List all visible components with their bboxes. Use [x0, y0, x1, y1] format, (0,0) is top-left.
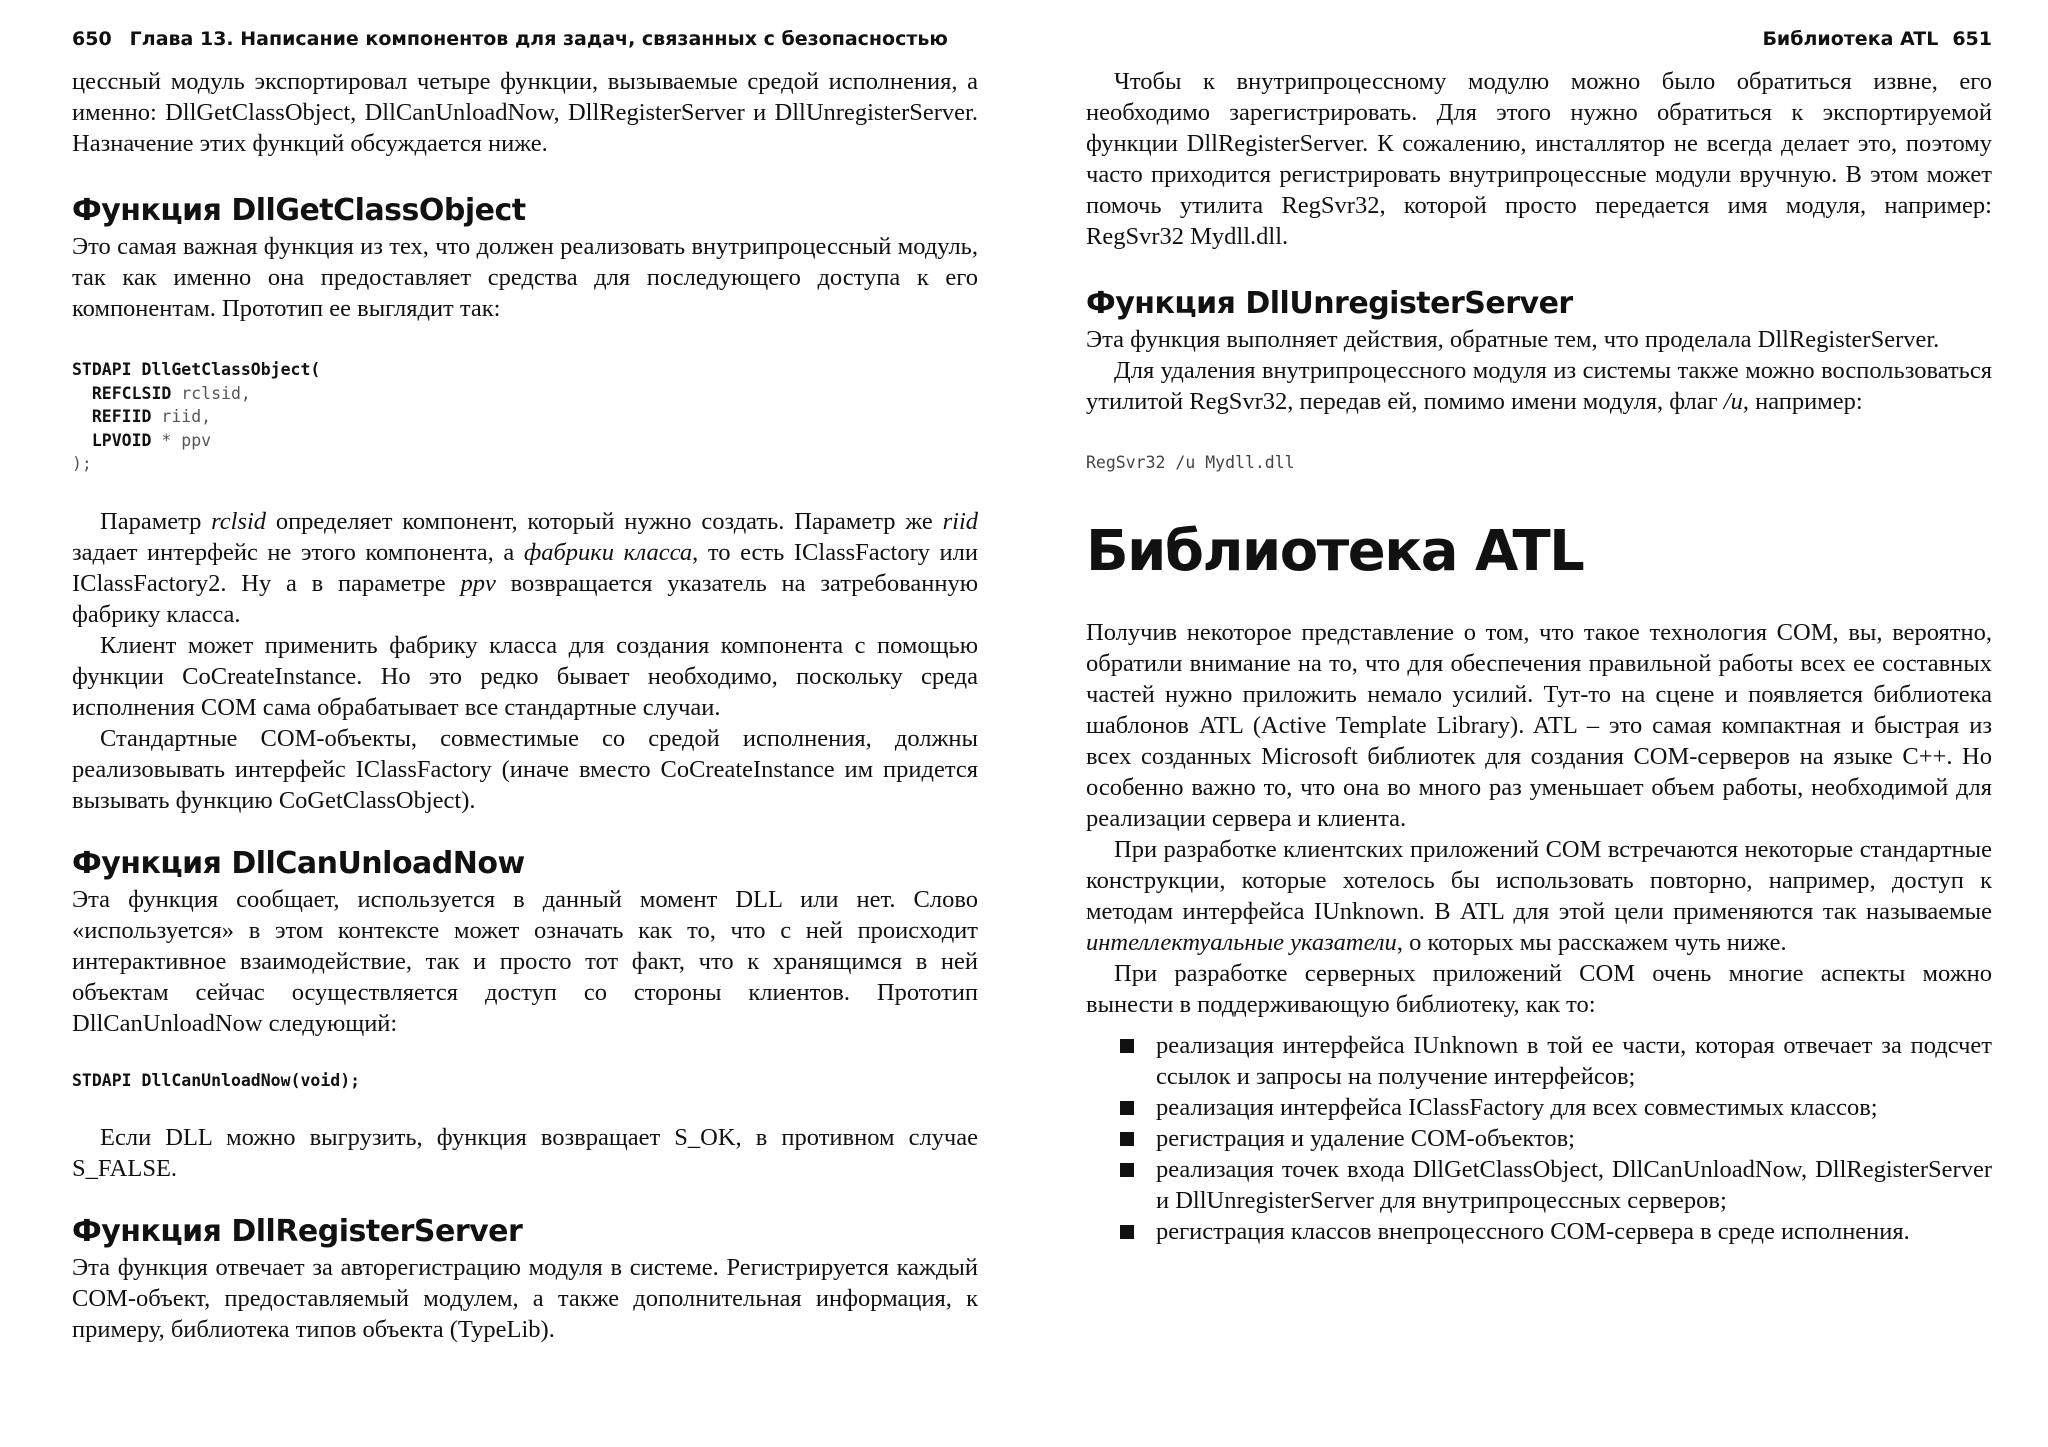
list-item-text: регистрация классов внепроцессного COM-сервера в среде исполнения. — [1156, 1217, 1910, 1245]
dllgetclassobject-paragraph-1: Это самая важная функция из тех, что должен реализовать внутрипроцессный модуль, так как именно она предоставляет средства для последующего доступа к его компонентам. Прототип ее выглядит так: — [72, 233, 978, 322]
left-page-body — [72, 66, 978, 1345]
list-item — [1086, 1123, 1992, 1154]
text-run: задает интерфейс не этого компонента, а — [72, 538, 524, 566]
term-smart-pointers: интеллектуальные указатели — [1086, 928, 1397, 956]
code-arg: riid, — [161, 407, 212, 426]
bullet-square-icon — [1120, 1132, 1134, 1146]
list-item-text: реализация интерфейса IUnknown в той ее части, которая отвечает за подсчет ссылок и запросы на получение интерфейсов; — [1156, 1031, 1992, 1090]
heading-dllgetclassobject: Функция DllGetClassObject — [72, 193, 526, 228]
atl-server-features-list — [1086, 1030, 1992, 1247]
term-class-factory: фабрики класса — [523, 538, 693, 566]
dllunregisterserver-paragraph-1: Эта функция выполняет действия, обратные тем, что проделала DllRegisterServer. — [1086, 326, 1940, 353]
list-item — [1086, 1030, 1992, 1092]
heading-dllunregisterserver: Функция DllUnregisterServer — [1086, 286, 1573, 321]
dllgetclassobject-paragraph-3: Клиент может применить фабрику класса для создания компонента с помощью функции CoCreateInstance. Но это редко бывает необходимо, поскольку среда исполнения COM сама обрабатывает все стандартные случаи. — [72, 631, 978, 721]
text-run: возвращается указатель на затребованную фабрику класса. — [72, 569, 978, 628]
list-item — [1086, 1216, 1992, 1247]
list-item-text: реализация точек входа DllGetClassObject, DllCanUnloadNow, DllRegisterServer и DllUnregisterServer для внутрипроцессных серверов; — [1156, 1155, 1992, 1214]
text-run: , то есть IClassFactory или IClassFactory2. Ну а в параметре — [72, 538, 978, 597]
list-item-text: реализация интерфейса IClassFactory для всех совместимых классов; — [1156, 1093, 1878, 1121]
atl-paragraph-3: При разработке серверных приложений COM очень многие аспекты можно вынести в поддерживающую библиотеку, как то: — [1086, 959, 1992, 1018]
registration-paragraph: Чтобы к внутрипроцессному модулю можно было обратиться извне, его необходимо зарегистрировать. Для этого нужно обратиться к экспортируемой функции DllRegisterServer. К сожалению, инсталлятор не всегда делает это, поэтому часто приходится регистрировать внутрипроцессные модули вручную. В этом может помочь утилита RegSvr32, которой просто передается имя модуля, например: RegSvr32 Mydll.dll. — [1086, 68, 1992, 250]
code-type: REFIID — [91, 407, 152, 426]
list-item — [1086, 1092, 1992, 1123]
dllcanunloadnow-paragraph-1: Эта функция сообщает, используется в данный момент DLL или нет. Слово «используется» в этом контексте может означать как то, что с ней происходит интерактивное взаимодействие, так и просто тот факт, что к хранящимся в ней объектам сейчас осуществляется доступ со стороны клиентов. Прототип DllCanUnloadNow следующий: — [72, 885, 978, 1037]
bullet-square-icon — [1120, 1225, 1134, 1239]
right-page — [1086, 0, 1992, 1447]
dllgetclassobject-paragraph-2 — [72, 506, 978, 630]
left-page-number: 650 — [72, 28, 112, 50]
code-line: RegSvr32 /u Mydll.dll — [1086, 453, 1295, 472]
dllregisterserver-paragraph-1: Эта функция отвечает за авторегистрацию модуля в системе. Регистрируется каждый COM-объект, предоставляемый модулем, а также дополнительная информация, к примеру, библиотека типов объекта (TypeLib). — [72, 1254, 978, 1343]
bullet-square-icon — [1120, 1163, 1134, 1177]
left-running-head — [72, 28, 978, 54]
text-run: , например: — [1742, 388, 1863, 415]
right-page-body — [1086, 66, 1992, 1247]
code-type: REFCLSID — [91, 383, 172, 403]
right-page-number: 651 — [1952, 28, 1992, 50]
code-regsvr32-unregister — [1086, 451, 1992, 475]
flag-u: /u — [1723, 388, 1743, 415]
heading-dllcanunloadnow: Функция DllCanUnloadNow — [72, 845, 525, 881]
param-ppv: ppv — [460, 569, 496, 597]
dllgetclassobject-paragraph-4: Стандартные COM-объекты, совместимые со средой исполнения, должны реализовывать интерфейс IClassFactory (иначе вместо CoCreateInstance им придется вызывать функцию CoGetClassObject). — [72, 724, 978, 814]
atl-paragraph-1: Получив некоторое представление о том, что такое технология COM, вы, вероятно, обратили внимание на то, что для обеспечения правильной работы всех ее составных частей нужно приложить немало усилий. Тут-то на сцене и появляется библиотека шаблонов ATL (Active Template Library). ATL – это самая компактная и быстрая из всех созданных Microsoft библиотек для создания COM-серверов на языке C++. Но особенно важно то, что она во много раз уменьшает объем работы, необходимой для реализации сервера и клиента. — [1086, 618, 1992, 832]
dllunregisterserver-paragraph-2 — [1086, 355, 1992, 417]
code-line: STDAPI DllCanUnloadNow(void); — [72, 1070, 361, 1090]
code-arg: rclsid, — [181, 383, 251, 403]
intro-paragraph: цессный модуль экспортировал четыре функции, вызываемые средой исполнения, а именно: DllGetClassObject, DllCanUnloadNow, DllRegisterServer и DllUnregisterServer. Назначение этих функций обсуждается ниже. — [72, 68, 978, 157]
dllcanunloadnow-paragraph-2: Если DLL можно выгрузить, функция возвращает S_OK, в противном случае S_FALSE. — [72, 1124, 978, 1182]
bullet-square-icon — [1120, 1039, 1134, 1053]
param-rclsid: rclsid — [211, 507, 267, 535]
bullet-square-icon — [1120, 1101, 1134, 1115]
list-item — [1086, 1154, 1992, 1216]
chapter-heading-atl: Библиотека ATL — [1086, 518, 1584, 584]
text-run: При разработке клиентских приложений COM встречаются некоторые стандартные конструкции, которые хотелось бы использовать повторно, например, доступ к методам интерфейса IUnknown. В ATL для этой цели применяются так называемые — [1086, 835, 1992, 925]
code-line: STDAPI DllGetClassObject( — [72, 360, 321, 379]
list-item-text: регистрация и удаление COM-объектов; — [1156, 1124, 1575, 1152]
text-run: определяет компонент, который нужно создать. Параметр же — [266, 507, 943, 535]
code-type: LPVOID — [91, 430, 152, 450]
code-line: ); — [72, 454, 92, 473]
text-run: Для удаления внутрипроцессного модуля из системы также можно воспользоваться утилитой RegSvr32, передав ей, помимо имени модуля, флаг — [1086, 357, 1992, 415]
left-running-head-title: Глава 13. Написание компонентов для задач, связанных с безопасностью — [129, 28, 948, 50]
text-run: Параметр — [100, 507, 212, 535]
code-dllcanunloadnow — [72, 1069, 978, 1093]
atl-paragraph-2 — [1086, 834, 1992, 958]
right-running-head — [1086, 28, 1992, 54]
code-dllgetclassobject — [72, 358, 978, 476]
text-run: , о которых мы расскажем чуть ниже. — [1396, 928, 1787, 956]
left-page — [72, 0, 978, 1447]
right-running-head-title: Библиотека ATL — [1762, 28, 1939, 50]
code-arg: * ppv — [161, 430, 212, 450]
heading-dllregisterserver: Функция DllRegisterServer — [72, 1214, 523, 1249]
param-riid: riid — [942, 507, 979, 535]
